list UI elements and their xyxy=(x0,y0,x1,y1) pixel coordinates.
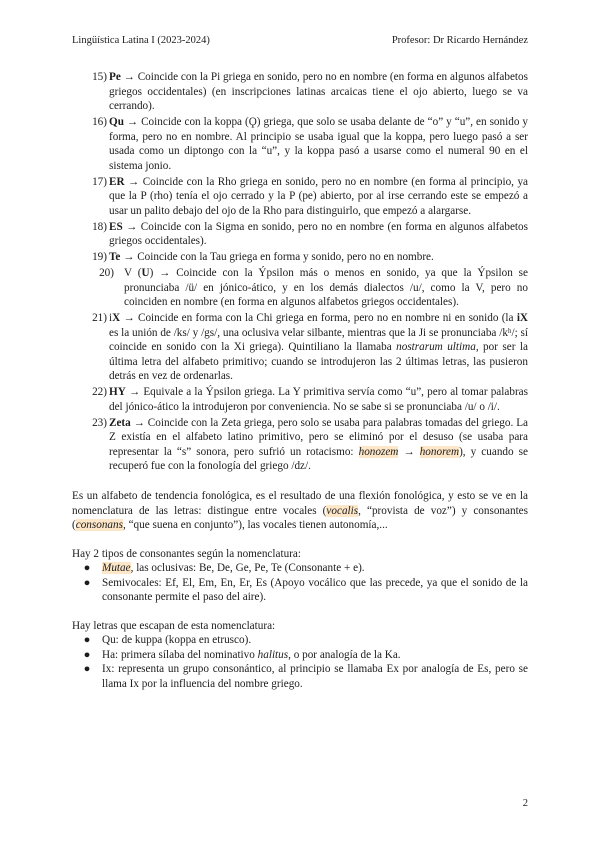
list-item-15 xyxy=(72,70,528,114)
list-item-23 xyxy=(72,416,528,474)
letter-name: U xyxy=(141,267,150,279)
bullet-text: Qu: de kuppa (koppa en etrusco). xyxy=(102,634,252,646)
highlighted-term: honozem xyxy=(358,445,399,458)
bullet-icon: ● xyxy=(83,663,91,675)
list-item-22 xyxy=(72,385,528,414)
header-professor: Profesor: Dr Ricardo Hernández xyxy=(391,35,528,46)
item-number: 15) xyxy=(92,71,107,83)
item-number: 16) xyxy=(92,116,107,128)
item-text: , por ser la última letra del alfabeto primitivo; cuando se introdujeron las 2 últimas letras, las pusieron detrás en vez de ordenarlas. xyxy=(109,341,528,382)
item-number: 18) xyxy=(92,220,107,233)
highlighted-term: honorem xyxy=(419,445,460,458)
item-text: → Coincide con la Pi griega en sonido, pero no en nombre (en forma en algunos alfabetos griegos occidentales) (en inscripciones latinas arcaicas tiene el ojo abierto, luego se va cerrando). xyxy=(109,71,528,112)
paragraph-text: , “que suena en conjunto”), las vocales tienen autonomía,... xyxy=(122,519,388,531)
list-item xyxy=(72,576,528,605)
item-text: ) → Coincide con la Ýpsilon más o menos en sonido, ya que la Ýpsilon se pronunciaba /ü/ en jónico-ático, y en los demás dialectos /u/, como la V, pero no coinciden en nombre (en forma en algunos alfabetos griegos occidentales). xyxy=(124,267,528,308)
italic-term: nostrarum ultima xyxy=(396,341,476,353)
letter-name: X xyxy=(112,312,121,324)
item-text: → Coincide con la Rho griega en sonido, pero no en nombre (en forma al principio, ya que la P (rho) tenía el ojo cerrado y la P (pe) abierto, por al irse cerrando este se empezó a usar un palito debajo del ojo de la Rho para distinguirlo, que empezó a alargarse. xyxy=(109,175,528,217)
italic-term: halitus xyxy=(257,648,289,661)
highlighted-term: Mutae xyxy=(102,562,131,574)
list-item xyxy=(72,662,528,691)
letter-name: Zeta xyxy=(109,416,131,429)
item-number: 22) xyxy=(92,386,107,398)
bullet-list-exceptions xyxy=(72,633,528,691)
letter-name: ES xyxy=(109,220,123,233)
item-prefix: i xyxy=(109,312,113,324)
header-course-title: Lingüística Latina I (2023-2024) xyxy=(72,35,210,46)
item-number: 21) xyxy=(92,312,107,324)
item-text: → Coincide con la Zeta griega, pero solo se usaba para palabras tomadas del griego. La Z existía en el alfabeto latino primitivo, pero se eliminó por el desuso (se usaba para representar la “s” sonora, pero sufrió un rotacismo: xyxy=(109,416,528,458)
bullet-icon: ● xyxy=(83,634,91,646)
bullet-list-consonants xyxy=(72,561,528,605)
paragraph-text: , “provista de voz”) y consonantes ( xyxy=(72,504,529,531)
item-number: 23) xyxy=(92,416,107,429)
item-text: → Coincide con la Sigma en sonido, pero no en nombre (en forma en algunos alfabetos griegos occidentales). xyxy=(109,220,528,247)
item-number: 19) xyxy=(92,251,107,263)
paragraph-text: Es un alfabeto de tendencia fonológica, es el resultado de una flexión fonológica, y esto se ve en la nomenclatura de las letras: distingue entre vocales ( xyxy=(72,490,528,517)
letter-name-inline: iX xyxy=(516,312,528,324)
bullet-text: , o por analogía de la Ka. xyxy=(288,648,401,661)
bullet-text: Ha: primera sílaba del nominativo xyxy=(102,648,258,661)
highlighted-term: consonans xyxy=(75,519,123,531)
paragraph-consonant-types: Hay 2 tipos de consonantes según la nomenclatura: xyxy=(72,547,301,560)
list-item-17 xyxy=(72,175,528,219)
letter-name: ER xyxy=(109,175,125,188)
page-content xyxy=(72,70,528,691)
bullet-text: , las oclusivas: Be, De, Ge, Pe, Te (Consonante + e). xyxy=(130,562,365,574)
bullet-text: Ix: representa un grupo consonántico, al principio se llamaba Ex por analogía de Es, pero se llama Ix por la influencia del nombre griego. xyxy=(102,663,528,690)
paragraph-phonology xyxy=(72,489,528,533)
bullet-icon: ● xyxy=(83,648,91,661)
list-item-20 xyxy=(72,266,528,310)
letter-name: Qu xyxy=(109,116,124,128)
item-number: 17) xyxy=(92,175,107,188)
item-text: → Coincide con la koppa (Ϙ) griega, que solo se usaba delante de “o” y “u”, en sonido y forma, pero no en nombre. Al principio se usaba igual que la koppa, pero luego pasó a ser usada como un diptongo con la “u”, y la koppa pasó a usarse como el numeral 90 en el sistema jonio. xyxy=(109,116,528,172)
list-item-21 xyxy=(72,311,528,384)
page-number: 2 xyxy=(522,798,528,809)
item-text: es la unión de /ks/ y /gs/, una oclusiva velar silbante, mientras que la Ji se pronunciaba /kʰ/; sí coincide en sonido con la Xi griega). Quintiliano la llamaba xyxy=(109,326,528,353)
arrow-text: → xyxy=(398,445,420,458)
list-item-16 xyxy=(72,115,528,173)
letter-name: Pe xyxy=(109,71,121,83)
bullet-icon: ● xyxy=(83,562,91,574)
letter-name: Te xyxy=(109,251,121,263)
list-item xyxy=(72,633,528,648)
item-text: → Equivale a la Ýpsilon griega. La Y primitiva servía como “u”, pero al tomar palabras del jónico-ático la introdujeron por conveniencia. No se sabe si se pronunciaba /u/ o /i/. xyxy=(109,386,528,413)
list-item xyxy=(72,648,528,663)
item-prefix: V ( xyxy=(124,267,142,279)
letter-name: HY xyxy=(109,386,126,398)
list-item xyxy=(72,561,528,576)
paragraph-exceptions: Hay letras que escapan de esta nomenclatura: xyxy=(72,619,276,632)
highlighted-term: vocalis xyxy=(326,504,359,517)
bullet-text: Semivocales: Ef, El, Em, En, Er, Es (Apoyo vocálico que las precede, ya que el sonido de la consonante permite el paso del aire). xyxy=(102,576,528,603)
bullet-icon: ● xyxy=(83,576,91,589)
item-number: 20) xyxy=(99,267,114,279)
item-text: → Coincide en forma con la Chi griega en forma, pero no en nombre ni en sonido (la xyxy=(120,312,517,324)
list-item-19 xyxy=(72,250,528,265)
item-text: ), y cuando se recuperó fue con la fonología del griego /dz/. xyxy=(109,445,529,472)
list-item-18 xyxy=(72,220,528,249)
page-header xyxy=(72,35,528,46)
item-text: → Coincide con la Tau griega en forma y sonido, pero no en nombre. xyxy=(120,251,434,263)
